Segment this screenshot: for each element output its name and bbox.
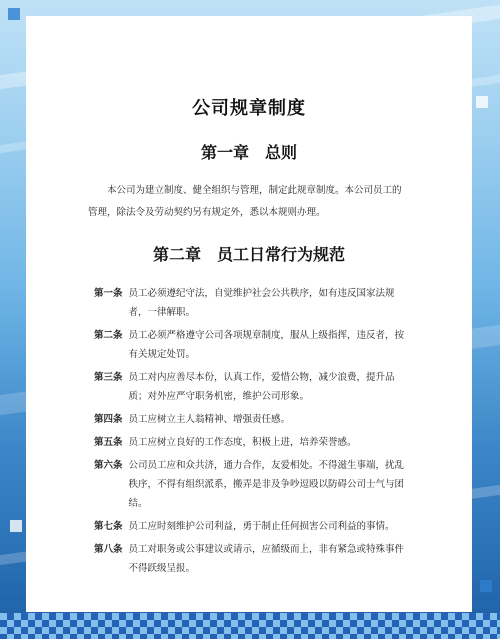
article-item [94, 326, 408, 364]
article-text: 员工应时刻维护公司利益，勇于制止任何损害公司利益的事情。 [128, 521, 395, 532]
article-list [94, 284, 408, 582]
article-number: 第二条 [94, 330, 123, 341]
article-number: 第四条 [94, 414, 123, 425]
article-number: 第三条 [94, 372, 123, 383]
article-item [94, 410, 408, 429]
article-item [94, 517, 408, 536]
article-number: 第六条 [94, 460, 123, 471]
decor-square [8, 8, 20, 20]
article-text: 员工应树立良好的工作态度，积极上进，培养荣誉感。 [128, 437, 357, 448]
article-text: 员工对内应善尽本份，认真工作，爱惜公物，减少浪费，提升品质；对外应严守职务机密，维护公司形象。 [128, 372, 395, 402]
chapter-2-heading: 第二章 员工日常行为规范 [152, 245, 345, 264]
article-item [94, 456, 408, 513]
document-page [26, 16, 472, 612]
checker-border [0, 613, 500, 639]
article-number: 第七条 [94, 521, 123, 532]
article-text: 员工应树立主人翁精神、增强责任感。 [128, 414, 291, 425]
article-item [94, 368, 408, 406]
document-title: 公司规章制度 [192, 98, 306, 119]
article-text: 员工必须严格遵守公司各项规章制度，服从上级指挥，违反者，按有关规定处罚。 [128, 330, 405, 360]
article-text: 员工必须遵纪守法，自觉维护社会公共秩序，如有违反国家法规者，一律解职。 [128, 288, 395, 318]
intro-paragraph: 本公司为建立制度、健全组织与管理，制定此规章制度。本公司员工的管理，除法令及劳动契约另有规定外，悉以本规则办理。 [88, 185, 402, 218]
article-text: 公司员工应和众共济，通力合作，友爱相处。不得滋生事端，扰乱秩序，不得有组织派系，搬弄是非及争吵逗殴以防碍公司士气与团结。 [128, 460, 405, 509]
chapter-1-heading: 第一章 总则 [200, 143, 297, 162]
decor-square [10, 520, 22, 532]
article-number: 第一条 [94, 288, 123, 299]
article-item [94, 433, 408, 452]
decor-square [476, 96, 488, 108]
article-text: 员工对职务或公事建议或请示，应循级而上，非有紧急或特殊事件不得跃级呈报。 [128, 544, 405, 574]
article-number: 第五条 [94, 437, 123, 448]
decor-square [480, 580, 492, 592]
article-number: 第八条 [94, 544, 123, 555]
article-item [94, 284, 408, 322]
article-item [94, 540, 408, 578]
